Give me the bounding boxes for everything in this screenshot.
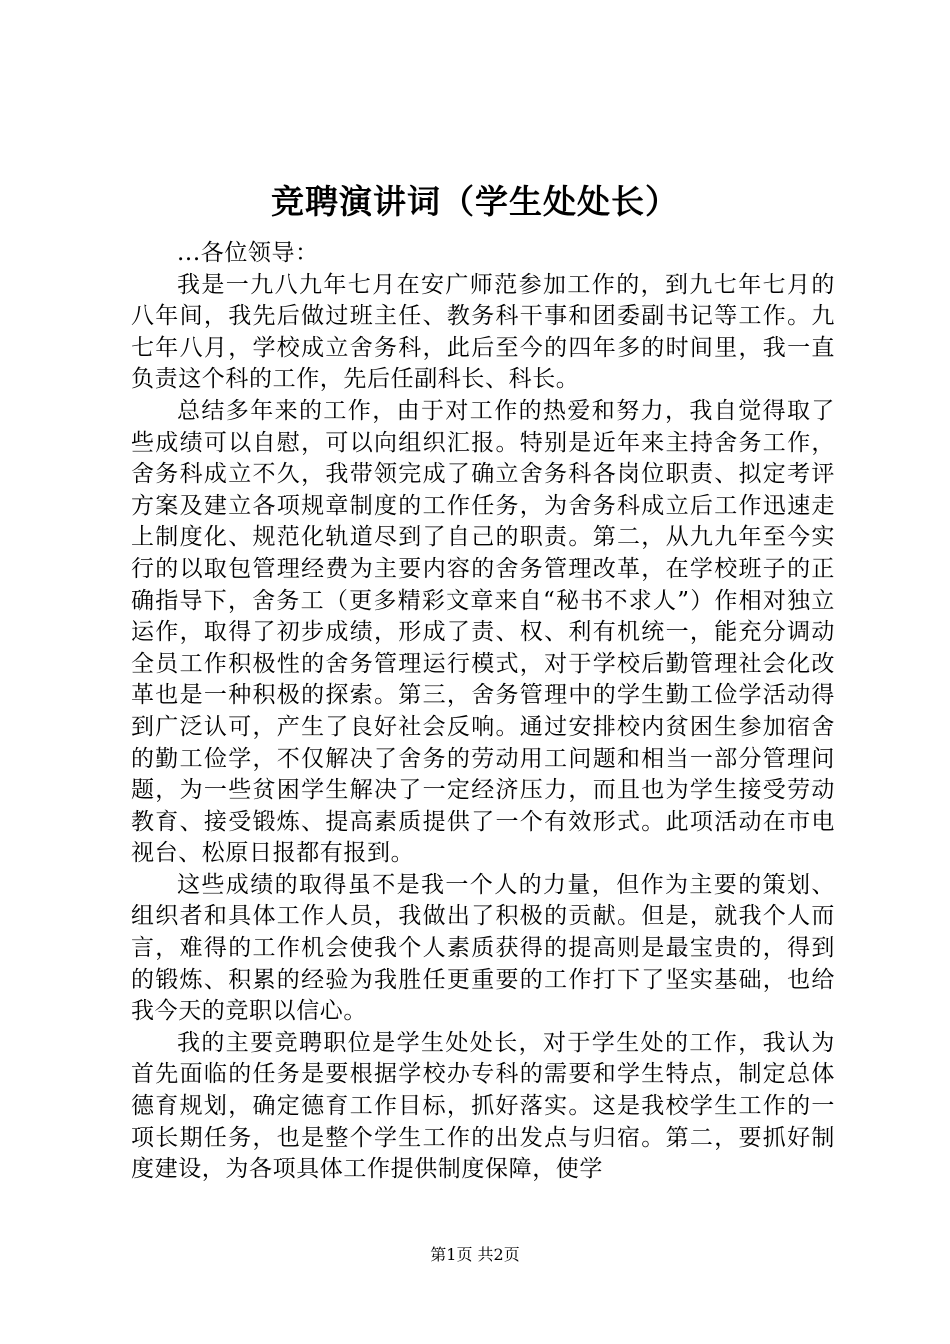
page-indicator: 第1页 共2页 [430, 1245, 520, 1264]
paragraph-2: 总结多年来的工作，由于对工作的热爱和努力，我自觉得取了些成绩可以自慰，可以向组织汇报。特别是近年来主持舍务工作，舍务科成立不久，我带领完成了确立舍务科各岗位职责、拟定考评方案及建立各项规章制度的工作任务，为舍务科成立后工作迅速走上制度化、规范化轨道尽到了自己的职责。第二，从九九年至今实行的以取包管理经费为主要内容的舍务管理改革，在学校班子的正确指导下，舍务工（更多精彩文章来自“秘书不求人”）作相对独立运作，取得了初步成绩，形成了责、权、利有机统一，能充分调动全员工作积极性的舍务管理运行模式，对于学校后勤管理社会化改革也是一种积极的探索。第三，舍务管理中的学生勤工俭学活动得到广泛认可，产生了良好社会反响。通过安排校内贫困生参加宿舍的勤工俭学，不仅解决了舍务的劳动用工问题和相当一部分管理问题，为一些贫困学生解决了一定经济压力，而且也为学生接受劳动教育、接受锻炼、提高素质提供了一个有效形式。此项活动在市电视台、松原日报都有报到。 [131, 397, 835, 867]
paragraph-1: 我是一九八九年七月在安广师范参加工作的，到九七年七月的八年间，我先后做过班主任、教务科干事和团委副书记等工作。九七年八月，学校成立舍务科，此后至今的四年多的时间里，我一直负责这个科的工作，先后任副科长、科长。 [131, 271, 835, 393]
paragraph-3: 这些成绩的取得虽不是我一个人的力量，但作为主要的策划、组织者和具体工作人员，我做出了积极的贡献。但是，就我个人而言，难得的工作机会使我个人素质获得的提高则是最宝贵的，得到的锻炼、积累的经验为我胜任更重要的工作打下了坚实基础，也给我今天的竞职以信心。 [131, 871, 835, 1025]
document-title: 竞聘演讲词（学生处处长） [271, 182, 679, 221]
document-body [131, 238, 835, 1186]
salutation: ...各位领导： [177, 240, 319, 266]
paragraph-4: 我的主要竞聘职位是学生处处长，对于学生处的工作，我认为首先面临的任务是要根据学校办专科的需要和学生特点，制定总体德育规划，确定德育工作目标，抓好落实。这是我校学生工作的一项长期任务，也是整个学生工作的出发点与归宿。第二，要抓好制度建设，为各项具体工作提供制度保障，使学 [131, 1029, 835, 1183]
